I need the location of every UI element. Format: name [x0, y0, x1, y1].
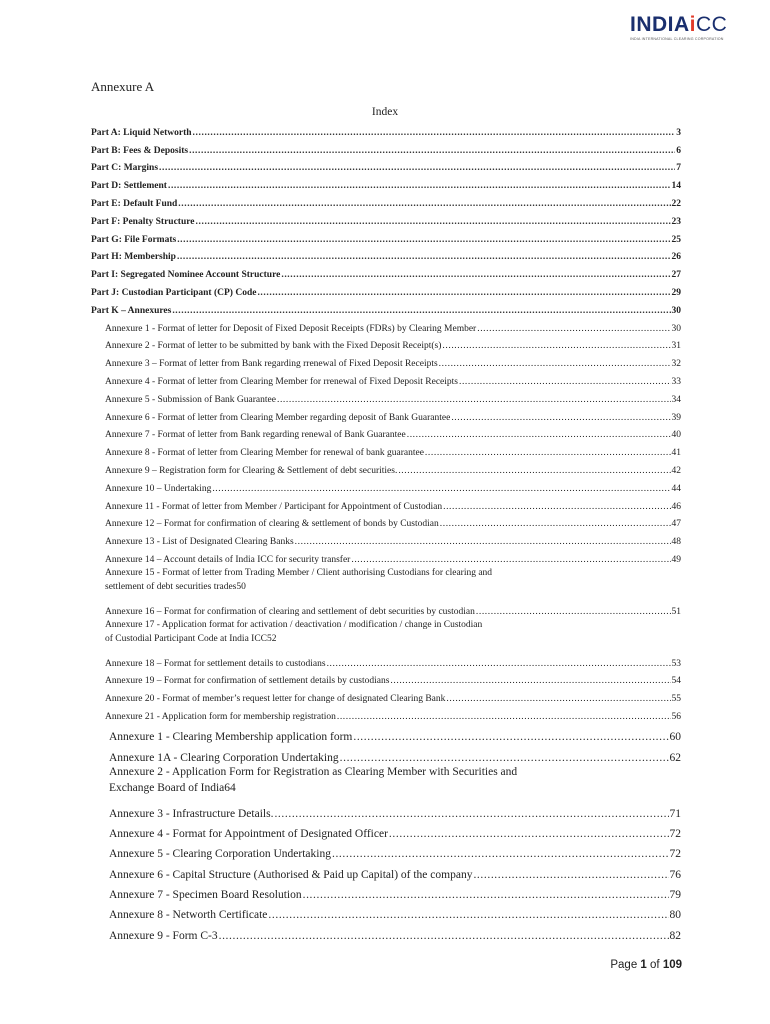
toc-entry-page: 41	[671, 448, 681, 459]
toc-entry-page: 34	[671, 394, 681, 405]
dot-leader	[459, 376, 671, 388]
dot-leader	[212, 483, 670, 495]
toc-entry-page: 3	[676, 127, 681, 138]
toc-entry-page: 46	[671, 501, 681, 512]
toc-entry-part-0[interactable]	[91, 121, 681, 139]
dot-leader	[389, 828, 669, 840]
toc-entry-page: 64	[224, 781, 236, 794]
toc-entry-part-2[interactable]	[91, 157, 681, 175]
toc-entry-page: 76	[669, 868, 681, 881]
toc-entry-title: Part K – Annexures	[91, 305, 172, 316]
toc-entry-annexure-late-0[interactable]	[91, 652, 681, 670]
dot-leader	[177, 251, 671, 263]
toc-entry-title: Part G: File Formats	[91, 234, 177, 245]
toc-entry-title: Annexure 21 - Application form for membership registration	[105, 711, 336, 722]
dot-leader	[277, 394, 671, 406]
dot-leader	[281, 269, 670, 281]
index-title: Index	[371, 106, 399, 118]
toc-entry-title: of Custodial Participant Code at India ICC	[105, 633, 268, 644]
toc-entry-membership-annexure-late-6[interactable]	[91, 921, 681, 941]
toc-entry-page: 80	[669, 909, 681, 922]
dot-leader	[390, 675, 670, 687]
toc-entry-title: Annexure 1A - Clearing Corporation Undertaking	[109, 751, 339, 764]
toc-entry-page: 50	[236, 581, 246, 592]
toc-entry-membership-annexure-late-4[interactable]	[91, 881, 681, 901]
toc-entry-page: 6	[676, 145, 681, 156]
toc-entry-title: Annexure 10 – Undertaking	[105, 483, 212, 494]
toc-entry-page: 25	[671, 234, 681, 245]
toc-entry-membership-annexure-2[interactable]	[91, 764, 681, 800]
toc-entry-annexure-8[interactable]	[91, 459, 681, 477]
toc-entry-title: Annexure 6 - Format of letter from Clearing Member regarding deposit of Bank Guarantee	[105, 412, 451, 423]
toc-entry-page: 29	[671, 287, 681, 298]
dot-leader	[351, 554, 670, 566]
toc-entry-annexure-12[interactable]	[91, 530, 681, 548]
toc-entry-page: 79	[669, 888, 681, 901]
toc-entry-membership-annexure-0[interactable]	[91, 723, 681, 743]
toc-entry-title: Annexure 2 - Format of letter to be submitted by bank with the Fixed Deposit Receipt(s)	[105, 341, 442, 352]
dot-leader	[268, 909, 668, 921]
toc-entry-page: 14	[671, 181, 681, 192]
toc-entry-title: Annexure 3 - Infrastructure Details.	[109, 807, 274, 820]
toc-entry-annexure-late-3[interactable]	[91, 705, 681, 723]
toc-entry-membership-annexure-late-1[interactable]	[91, 820, 681, 840]
toc-entry-title: Annexure 15 - Format of letter from Trading Member / Client authorising Custodians for clearing and	[105, 567, 493, 578]
toc-entry-page: 33	[671, 376, 681, 387]
toc-entry-page: 56	[671, 711, 681, 722]
toc-entry-title: Annexure 5 - Submission of Bank Guarantee	[105, 394, 276, 405]
toc-entry-annexure-10[interactable]	[91, 495, 681, 513]
toc-entry-part-9[interactable]	[91, 281, 681, 299]
toc-entry-title: Part C: Margins	[91, 163, 159, 174]
toc-entry-annexure-0[interactable]	[91, 317, 681, 335]
toc-entry-title: Annexure 20 - Format of member’s request letter for change of designated Clearing Bank	[105, 694, 446, 705]
toc-entry-page: 30	[671, 305, 681, 316]
dot-leader	[440, 518, 671, 530]
toc-entry-title: Annexure 1 - Format of letter for Deposit of Fixed Deposit Receipts (FDRs) by Clearing Member	[105, 323, 477, 334]
toc-entry-title: Annexure 18 – Format for settlement details to custodians	[105, 658, 326, 669]
dot-leader	[193, 127, 676, 139]
dot-leader	[168, 180, 671, 192]
toc-entry-title: Annexure 7 - Format of letter from Bank regarding renewal of Bank Guarantee	[105, 430, 406, 441]
table-of-contents	[91, 121, 681, 942]
toc-entry-membership-annexure-late-5[interactable]	[91, 901, 681, 921]
toc-entry-annexure-9[interactable]	[91, 477, 681, 495]
toc-entry-page: 51	[671, 606, 681, 617]
toc-entry-page: 82	[669, 929, 681, 942]
toc-entry-title: Exchange Board of India	[109, 781, 225, 794]
dot-leader	[327, 658, 671, 670]
toc-entry-page: 47	[671, 519, 681, 530]
toc-entry-annexure-6[interactable]	[91, 424, 681, 442]
toc-entry-title: Annexure 19 – Format for confirmation of settlement details by custodians	[105, 676, 390, 687]
toc-entry-title: Annexure 14 – Account details of India ICC for security transfer	[105, 554, 351, 565]
toc-entry-title: Annexure 13 - List of Designated Clearing Banks	[105, 537, 294, 548]
toc-entry-annexure-7[interactable]	[91, 441, 681, 459]
dot-leader	[332, 848, 669, 860]
dot-leader	[353, 731, 668, 743]
toc-entry-annexure-3[interactable]	[91, 370, 681, 388]
toc-entry-part-4[interactable]	[91, 192, 681, 210]
toc-entry-page: 26	[671, 252, 681, 263]
toc-entry-page: 52	[267, 633, 277, 644]
logo-tagline: INDIA INTERNATIONAL CLEARING CORPORATION	[630, 37, 724, 41]
toc-entry-membership-annexure-1[interactable]	[91, 743, 681, 763]
toc-entry-title: Annexure 17 - Application format for activation / deactivation / modification / change in Custodian	[105, 619, 483, 630]
toc-entry-title: Annexure 8 - Networth Certificate	[109, 909, 268, 922]
toc-entry-title: Annexure 12 – Format for confirmation of clearing & settlement of bonds by Custodian	[105, 519, 439, 530]
toc-entry-page: 44	[671, 483, 681, 494]
dot-leader	[257, 287, 670, 299]
toc-entry-title: settlement of debt securities trades	[105, 581, 237, 592]
dot-leader	[177, 234, 670, 246]
toc-entry-page: 72	[669, 828, 681, 841]
toc-entry-membership-annexure-late-2[interactable]	[91, 840, 681, 860]
toc-entry-title: Part I: Segregated Nominee Account Structure	[91, 270, 281, 281]
toc-entry-title: Annexure 1 - Clearing Membership application form	[109, 731, 353, 744]
toc-entry-title: Part A: Liquid Networth	[91, 127, 192, 138]
dot-leader	[477, 323, 670, 335]
toc-entry-title: Annexure 6 - Capital Structure (Authorised & Paid up Capital) of the company	[109, 868, 473, 881]
dot-leader	[295, 536, 671, 548]
dot-leader	[446, 693, 670, 705]
toc-entry-annexure-2[interactable]	[91, 352, 681, 370]
toc-entry-page: 60	[669, 731, 681, 744]
toc-entry-page: 7	[676, 163, 681, 174]
toc-entry-page: 71	[669, 807, 681, 820]
toc-entry-membership-annexure-late-0[interactable]	[91, 800, 681, 820]
toc-entry-title: Annexure 7 - Specimen Board Resolution	[109, 888, 302, 901]
toc-entry-membership-annexure-late-3[interactable]	[91, 860, 681, 880]
toc-entry-title: Annexure 9 - Form C-3	[109, 929, 218, 942]
dot-leader	[274, 808, 668, 820]
toc-entry-title: Annexure 16 – Format for confirmation of clearing and settlement of debt securities by custodian	[105, 606, 475, 617]
toc-entry-page: 72	[669, 848, 681, 861]
toc-entry-annexure-11[interactable]	[91, 513, 681, 531]
toc-entry-title: Annexure 9 – Registration form for Clearing & Settlement of debt securities.	[105, 465, 398, 476]
toc-entry-page: 48	[671, 537, 681, 548]
dot-leader	[398, 465, 670, 477]
dot-leader	[340, 752, 669, 764]
dot-leader	[442, 340, 670, 352]
toc-entry-part-1[interactable]	[91, 139, 681, 157]
toc-entry-page: 23	[671, 216, 681, 227]
dot-leader	[407, 429, 671, 441]
dot-leader	[196, 216, 671, 228]
toc-entry-annexure-late-1[interactable]	[91, 670, 681, 688]
toc-entry-page: 53	[671, 658, 681, 669]
toc-entry-part-10[interactable]	[91, 299, 681, 317]
dot-leader	[439, 358, 671, 370]
toc-entry-title: Annexure 4 - Format of letter from Clearing Member for rrenewal of Fixed Deposit Receipts	[105, 376, 458, 387]
page-number-footer: Page 1 of 109	[610, 959, 682, 971]
toc-entry-page: 55	[671, 694, 681, 705]
toc-entry-page: 30	[671, 323, 681, 334]
toc-entry-part-8[interactable]	[91, 263, 681, 281]
logo-wordmark: INDIAiCC	[630, 13, 728, 36]
dot-leader	[219, 930, 669, 942]
toc-entry-title: Part E: Default Fund	[91, 198, 178, 209]
dot-leader	[443, 501, 670, 513]
dot-leader	[159, 162, 675, 174]
toc-entry-page: 32	[671, 359, 681, 370]
dot-leader	[451, 412, 670, 424]
toc-entry-title: Part B: Fees & Deposits	[91, 145, 189, 156]
toc-entry-annexure-4[interactable]	[91, 388, 681, 406]
toc-entry-annexure-13[interactable]	[91, 548, 681, 566]
dot-leader	[172, 305, 670, 317]
toc-entry-part-3[interactable]	[91, 174, 681, 192]
toc-entry-part-5[interactable]	[91, 210, 681, 228]
toc-entry-title: Annexure 2 - Application Form for Registration as Clearing Member with Securities and	[109, 765, 518, 778]
toc-entry-page: 27	[671, 270, 681, 281]
toc-entry-annexure-late-2[interactable]	[91, 687, 681, 705]
dot-leader	[189, 145, 675, 157]
toc-entry-title: Part F: Penalty Structure	[91, 216, 195, 227]
toc-entry-page: 31	[671, 341, 681, 352]
toc-entry-part-6[interactable]	[91, 228, 681, 246]
toc-entry-page: 54	[671, 676, 681, 687]
toc-entry-annexure-5[interactable]	[91, 406, 681, 424]
toc-entry-title: Annexure 5 - Clearing Corporation Undertaking	[109, 848, 331, 861]
toc-entry-title: Annexure 4 - Format for Appointment of Designated Officer	[109, 828, 388, 841]
dot-leader	[178, 198, 670, 210]
page-heading: Annexure A	[91, 79, 155, 94]
toc-entry-page: 39	[671, 412, 681, 423]
dot-leader	[473, 869, 668, 881]
toc-entry-page: 40	[671, 430, 681, 441]
toc-entry-title: Annexure 3 – Format of letter from Bank regarding rrenewal of Fixed Deposit Receipts	[105, 359, 438, 370]
toc-entry-title: Part H: Membership	[91, 252, 176, 263]
toc-entry-annexure-1[interactable]	[91, 335, 681, 353]
toc-entry-page: 49	[671, 554, 681, 565]
toc-entry-page: 42	[671, 465, 681, 476]
toc-entry-title: Annexure 11 - Format of letter from Member / Participant for Appointment of Custodian	[105, 501, 443, 512]
toc-entry-annexure-16[interactable]	[91, 600, 681, 618]
toc-entry-title: Part J: Custodian Participant (CP) Code	[91, 287, 257, 298]
dot-leader	[303, 889, 669, 901]
toc-entry-part-7[interactable]	[91, 246, 681, 264]
toc-entry-annexure-17[interactable]	[91, 618, 681, 652]
toc-entry-title: Part D: Settlement	[91, 181, 167, 192]
dot-leader	[425, 447, 671, 459]
toc-entry-page: 22	[671, 198, 681, 209]
dot-leader	[337, 711, 671, 723]
toc-entry-page: 62	[669, 751, 681, 764]
toc-entry-annexure-15[interactable]	[91, 566, 681, 600]
toc-entry-title: Annexure 8 - Format of letter from Clearing Member for renewal of bank guarantee	[105, 448, 424, 459]
india-icc-logo	[630, 14, 740, 41]
